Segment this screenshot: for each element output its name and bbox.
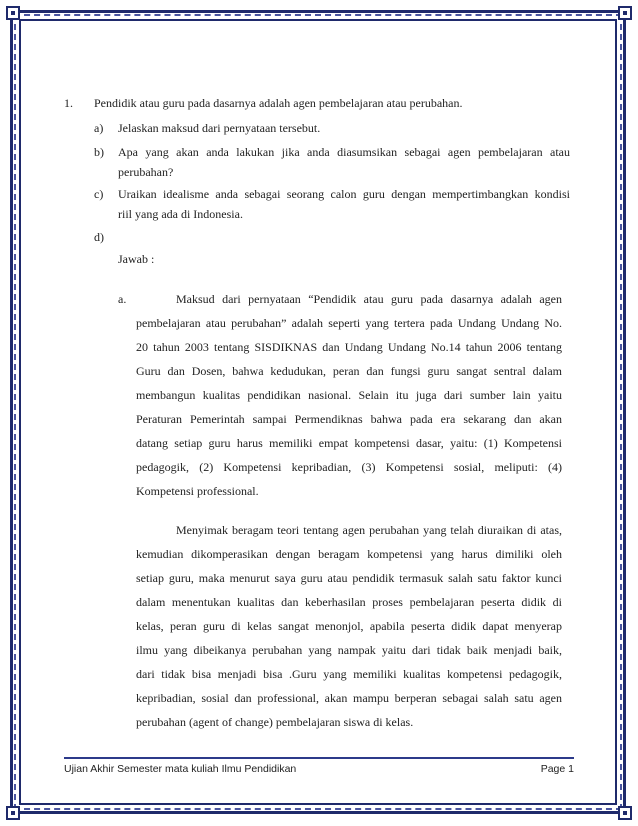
para1-line: datang setiap guru harus memiliki empat kompetensi dasar, yaitu: (1) Kompetensi: [136, 436, 562, 450]
page-number: Page 1: [540, 763, 574, 775]
sub-label-b: b): [94, 145, 104, 159]
question-text: Pendidik atau guru pada dasarnya adalah agen pembelajaran atau perubahan.: [94, 96, 463, 110]
para1-line: 20 tahun 2003 tentang SISDIKNAS dan Undang Undang No.14 tahun 2006 tentang: [136, 340, 562, 354]
para1-line: pembelajaran atau perubahan” adalah seperti yang tertera pada Undang Undang No.: [136, 316, 562, 330]
corner-ornament-top-left: [6, 6, 20, 20]
para1-line: Maksud dari pernyataan “Pendidik atau guru pada dasarnya adalah agen: [176, 292, 562, 306]
footer-title: Ujian Akhir Semester mata kuliah Ilmu Pendidikan: [64, 763, 297, 775]
sub-text-c-line1: Uraikan idealisme anda sebagai seorang calon guru dengan mempertimbangkan kondisi: [118, 187, 570, 201]
para1-line: membangun kualitas pendidikan nasional. Selain itu juga dari sumber lain yaitu: [136, 388, 562, 402]
para1-line: Kompetensi professional.: [136, 484, 259, 498]
para2-line: setiap guru, maka menurut saya guru atau pendidik termasuk salah satu faktor kunci: [136, 571, 562, 585]
sub-label-c: c): [94, 187, 104, 201]
sub-label-d: d): [94, 230, 104, 244]
sub-text-b-line2: perubahan?: [118, 165, 174, 179]
para1-line: Peraturan Pemerintah sampai Permendiknas bahwa pada era sekarang dan akan: [136, 412, 562, 426]
para1-line: Guru dan Dosen, bahwa kedudukan, peran dan fungsi guru sangat sentral dalam: [136, 364, 562, 378]
para1-line: pedagogik, (2) Kompetensi kepribadian, (3) Kompetensi sosial, meliputi: (4): [136, 460, 562, 474]
para2-line: perubahan (agent of change) pembelajaran siswa di kelas.: [136, 715, 414, 729]
footer-rule: [64, 757, 574, 759]
sub-text-a: Jelaskan maksud dari pernyataan tersebut.: [118, 121, 321, 135]
sub-label-a: a): [94, 121, 104, 135]
sub-text-c-line2: riil yang ada di Indonesia.: [118, 207, 243, 221]
answer-heading: Jawab :: [118, 252, 155, 266]
corner-ornament-bottom-left: [6, 806, 20, 820]
para2-line: dari tidak bisa menjadi bisa .Guru yang memiliki kualitas kompetensi pedagogik,: [136, 667, 562, 681]
corner-ornament-top-right: [618, 6, 632, 20]
para2-line: dalam menentukan kualitas dan keberhasilan proses pembelajaran peserta didik di: [136, 595, 562, 609]
para2-line: kepribadian, sosial dan professional, akan mampu berperan sebagai salah satu agen: [136, 691, 562, 705]
question-number: 1.: [64, 96, 73, 110]
sub-text-b-line1: Apa yang akan anda lakukan jika anda diasumsikan sebagai agen pembelajaran atau: [118, 145, 570, 159]
para2-line: Menyimak beragam teori tentang agen perubahan yang telah diuraikan di atas,: [176, 523, 562, 537]
para2-line: ilmu yang dibeikanya perubahan yang nampak yaitu dari tidak baik menjadi baik,: [136, 643, 562, 657]
corner-ornament-bottom-right: [618, 806, 632, 820]
answer-label-a: a.: [118, 292, 127, 306]
para2-line: kelas, peran guru di kelas sangat menonjol, apabila peserta didik dapat menyerap: [136, 619, 562, 633]
para2-line: kemudian dikomperasikan dengan beragam kompetensi yang harus dimiliki oleh: [136, 547, 562, 561]
